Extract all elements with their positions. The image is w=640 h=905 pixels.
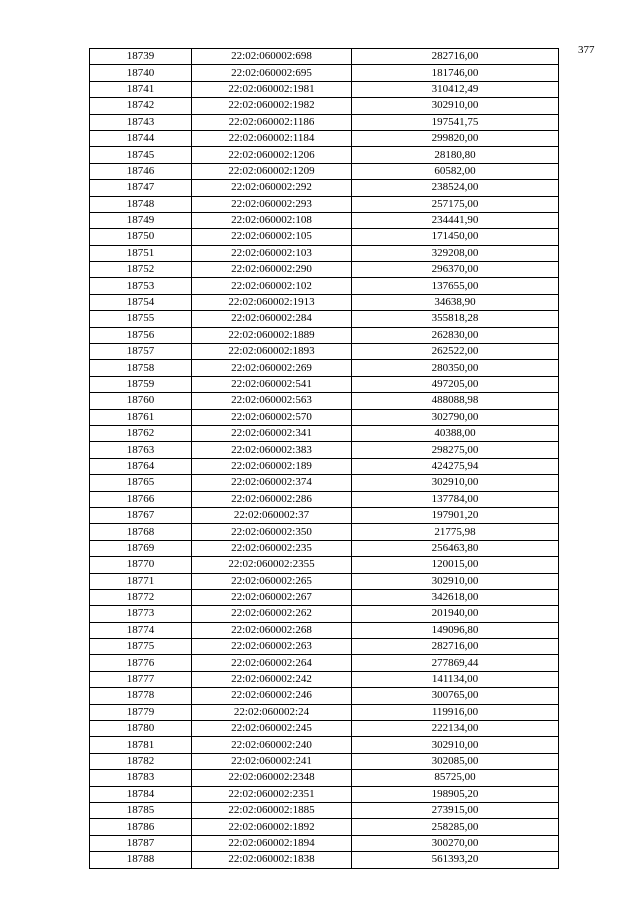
value-cell: 273915,00: [352, 802, 559, 818]
cadastral-number-cell: 22:02:060002:341: [192, 425, 352, 441]
cadastral-number-cell: 22:02:060002:698: [192, 49, 352, 65]
table-row: [90, 229, 559, 245]
row-number-cell: 18751: [90, 245, 192, 261]
row-number-cell: 18759: [90, 376, 192, 392]
cadastral-number-cell: 22:02:060002:695: [192, 65, 352, 81]
table-row: [90, 65, 559, 81]
row-number-cell: 18748: [90, 196, 192, 212]
value-cell: 149096,80: [352, 622, 559, 638]
row-number-cell: 18763: [90, 442, 192, 458]
value-cell: 141134,00: [352, 671, 559, 687]
value-cell: 298275,00: [352, 442, 559, 458]
row-number-cell: 18758: [90, 360, 192, 376]
cadastral-number-cell: 22:02:060002:1885: [192, 802, 352, 818]
table-row: [90, 294, 559, 310]
value-cell: 238524,00: [352, 180, 559, 196]
table-row: [90, 163, 559, 179]
cadastral-number-cell: 22:02:060002:286: [192, 491, 352, 507]
table-row: [90, 507, 559, 523]
row-number-cell: 18760: [90, 393, 192, 409]
table-row: [90, 360, 559, 376]
cadastral-number-cell: 22:02:060002:1184: [192, 130, 352, 146]
row-number-cell: 18747: [90, 180, 192, 196]
value-cell: 256463,80: [352, 540, 559, 556]
row-number-cell: 18756: [90, 327, 192, 343]
value-cell: 137655,00: [352, 278, 559, 294]
cadastral-number-cell: 22:02:060002:245: [192, 721, 352, 737]
cadastral-number-cell: 22:02:060002:189: [192, 458, 352, 474]
value-cell: 201940,00: [352, 606, 559, 622]
table-row: [90, 130, 559, 146]
row-number-cell: 18772: [90, 589, 192, 605]
row-number-cell: 18752: [90, 262, 192, 278]
row-number-cell: 18770: [90, 557, 192, 573]
cadastral-number-cell: 22:02:060002:246: [192, 688, 352, 704]
row-number-cell: 18746: [90, 163, 192, 179]
row-number-cell: 18739: [90, 49, 192, 65]
cadastral-number-cell: 22:02:060002:541: [192, 376, 352, 392]
table-row: [90, 311, 559, 327]
row-number-cell: 18743: [90, 114, 192, 130]
value-cell: 40388,00: [352, 425, 559, 441]
value-cell: 120015,00: [352, 557, 559, 573]
row-number-cell: 18775: [90, 639, 192, 655]
table-row: [90, 327, 559, 343]
row-number-cell: 18778: [90, 688, 192, 704]
cadastral-number-cell: 22:02:060002:290: [192, 262, 352, 278]
cadastral-number-cell: 22:02:060002:1209: [192, 163, 352, 179]
row-number-cell: 18777: [90, 671, 192, 687]
cadastral-number-cell: 22:02:060002:1186: [192, 114, 352, 130]
cadastral-number-cell: 22:02:060002:262: [192, 606, 352, 622]
value-cell: 262522,00: [352, 344, 559, 360]
cadastral-number-cell: 22:02:060002:284: [192, 311, 352, 327]
value-cell: 28180,80: [352, 147, 559, 163]
value-cell: 60582,00: [352, 163, 559, 179]
table-row: [90, 573, 559, 589]
row-number-cell: 18753: [90, 278, 192, 294]
value-cell: 21775,98: [352, 524, 559, 540]
row-number-cell: 18783: [90, 770, 192, 786]
table-row: [90, 524, 559, 540]
row-number-cell: 18769: [90, 540, 192, 556]
row-number-cell: 18744: [90, 130, 192, 146]
cadastral-number-cell: 22:02:060002:108: [192, 212, 352, 228]
cadastral-number-cell: 22:02:060002:235: [192, 540, 352, 556]
value-cell: 197541,75: [352, 114, 559, 130]
cadastral-number-cell: 22:02:060002:1838: [192, 852, 352, 868]
row-number-cell: 18762: [90, 425, 192, 441]
row-number-cell: 18761: [90, 409, 192, 425]
value-cell: 302910,00: [352, 573, 559, 589]
row-number-cell: 18786: [90, 819, 192, 835]
table-row: [90, 409, 559, 425]
value-cell: 181746,00: [352, 65, 559, 81]
value-cell: 300765,00: [352, 688, 559, 704]
value-cell: 280350,00: [352, 360, 559, 376]
row-number-cell: 18766: [90, 491, 192, 507]
value-cell: 282716,00: [352, 639, 559, 655]
row-number-cell: 18749: [90, 212, 192, 228]
value-cell: 302910,00: [352, 98, 559, 114]
table-row: [90, 376, 559, 392]
table-row: [90, 835, 559, 851]
row-number-cell: 18776: [90, 655, 192, 671]
cadastral-number-cell: 22:02:060002:1892: [192, 819, 352, 835]
row-number-cell: 18767: [90, 507, 192, 523]
registry-table: [89, 48, 559, 869]
row-number-cell: 18750: [90, 229, 192, 245]
value-cell: 85725,00: [352, 770, 559, 786]
cadastral-number-cell: 22:02:060002:264: [192, 655, 352, 671]
value-cell: 277869,44: [352, 655, 559, 671]
cadastral-number-cell: 22:02:060002:563: [192, 393, 352, 409]
row-number-cell: 18765: [90, 475, 192, 491]
table-row: [90, 180, 559, 196]
table-row: [90, 245, 559, 261]
row-number-cell: 18773: [90, 606, 192, 622]
cadastral-number-cell: 22:02:060002:263: [192, 639, 352, 655]
value-cell: 329208,00: [352, 245, 559, 261]
table-row: [90, 557, 559, 573]
value-cell: 355818,28: [352, 311, 559, 327]
row-number-cell: 18755: [90, 311, 192, 327]
cadastral-number-cell: 22:02:060002:240: [192, 737, 352, 753]
table-row: [90, 540, 559, 556]
cadastral-number-cell: 22:02:060002:570: [192, 409, 352, 425]
row-number-cell: 18764: [90, 458, 192, 474]
table-row: [90, 819, 559, 835]
value-cell: 310412,49: [352, 81, 559, 97]
page-number: 377: [578, 44, 595, 56]
row-number-cell: 18781: [90, 737, 192, 753]
cadastral-number-cell: 22:02:060002:1889: [192, 327, 352, 343]
table-row: [90, 491, 559, 507]
value-cell: 302910,00: [352, 737, 559, 753]
value-cell: 198905,20: [352, 786, 559, 802]
value-cell: 257175,00: [352, 196, 559, 212]
value-cell: 424275,94: [352, 458, 559, 474]
value-cell: 497205,00: [352, 376, 559, 392]
table-row: [90, 98, 559, 114]
cadastral-number-cell: 22:02:060002:1913: [192, 294, 352, 310]
value-cell: 119916,00: [352, 704, 559, 720]
table-row: [90, 606, 559, 622]
table-row: [90, 655, 559, 671]
cadastral-number-cell: 22:02:060002:1893: [192, 344, 352, 360]
cadastral-number-cell: 22:02:060002:1894: [192, 835, 352, 851]
table-row: [90, 425, 559, 441]
cadastral-number-cell: 22:02:060002:105: [192, 229, 352, 245]
value-cell: 302790,00: [352, 409, 559, 425]
table-row: [90, 475, 559, 491]
table-row: [90, 114, 559, 130]
row-number-cell: 18784: [90, 786, 192, 802]
table-row: [90, 704, 559, 720]
table-row: [90, 770, 559, 786]
table-row: [90, 81, 559, 97]
value-cell: 171450,00: [352, 229, 559, 245]
value-cell: 300270,00: [352, 835, 559, 851]
cadastral-number-cell: 22:02:060002:2348: [192, 770, 352, 786]
table-row: [90, 786, 559, 802]
table-row: [90, 344, 559, 360]
cadastral-number-cell: 22:02:060002:102: [192, 278, 352, 294]
value-cell: 302910,00: [352, 475, 559, 491]
table-row: [90, 147, 559, 163]
table-row: [90, 852, 559, 868]
table-row: [90, 639, 559, 655]
value-cell: 137784,00: [352, 491, 559, 507]
table-row: [90, 622, 559, 638]
row-number-cell: 18779: [90, 704, 192, 720]
cadastral-number-cell: 22:02:060002:1982: [192, 98, 352, 114]
value-cell: 296370,00: [352, 262, 559, 278]
table-row: [90, 721, 559, 737]
cadastral-number-cell: 22:02:060002:269: [192, 360, 352, 376]
cadastral-number-cell: 22:02:060002:1206: [192, 147, 352, 163]
table-row: [90, 442, 559, 458]
row-number-cell: 18754: [90, 294, 192, 310]
cadastral-number-cell: 22:02:060002:1981: [192, 81, 352, 97]
cadastral-number-cell: 22:02:060002:267: [192, 589, 352, 605]
table-row: [90, 688, 559, 704]
value-cell: 234441,90: [352, 212, 559, 228]
value-cell: 302085,00: [352, 753, 559, 769]
row-number-cell: 18768: [90, 524, 192, 540]
table-row: [90, 212, 559, 228]
row-number-cell: 18780: [90, 721, 192, 737]
table-row: [90, 196, 559, 212]
row-number-cell: 18782: [90, 753, 192, 769]
value-cell: 197901,20: [352, 507, 559, 523]
cadastral-number-cell: 22:02:060002:374: [192, 475, 352, 491]
table-row: [90, 393, 559, 409]
table-row: [90, 458, 559, 474]
cadastral-number-cell: 22:02:060002:2355: [192, 557, 352, 573]
table-row: [90, 589, 559, 605]
value-cell: 561393,20: [352, 852, 559, 868]
cadastral-number-cell: 22:02:060002:293: [192, 196, 352, 212]
value-cell: 258285,00: [352, 819, 559, 835]
row-number-cell: 18774: [90, 622, 192, 638]
cadastral-number-cell: 22:02:060002:241: [192, 753, 352, 769]
value-cell: 342618,00: [352, 589, 559, 605]
table-row: [90, 49, 559, 65]
registry-table-body: [90, 49, 559, 869]
value-cell: 222134,00: [352, 721, 559, 737]
table-row: [90, 802, 559, 818]
row-number-cell: 18742: [90, 98, 192, 114]
cadastral-number-cell: 22:02:060002:265: [192, 573, 352, 589]
table-row: [90, 278, 559, 294]
cadastral-number-cell: 22:02:060002:383: [192, 442, 352, 458]
cadastral-number-cell: 22:02:060002:2351: [192, 786, 352, 802]
row-number-cell: 18788: [90, 852, 192, 868]
cadastral-number-cell: 22:02:060002:268: [192, 622, 352, 638]
table-row: [90, 753, 559, 769]
cadastral-number-cell: 22:02:060002:37: [192, 507, 352, 523]
table-row: [90, 262, 559, 278]
value-cell: 282716,00: [352, 49, 559, 65]
table-row: [90, 671, 559, 687]
value-cell: 34638,90: [352, 294, 559, 310]
cadastral-number-cell: 22:02:060002:103: [192, 245, 352, 261]
row-number-cell: 18771: [90, 573, 192, 589]
table-row: [90, 737, 559, 753]
row-number-cell: 18787: [90, 835, 192, 851]
row-number-cell: 18745: [90, 147, 192, 163]
row-number-cell: 18785: [90, 802, 192, 818]
row-number-cell: 18741: [90, 81, 192, 97]
cadastral-number-cell: 22:02:060002:292: [192, 180, 352, 196]
cadastral-number-cell: 22:02:060002:242: [192, 671, 352, 687]
row-number-cell: 18740: [90, 65, 192, 81]
value-cell: 488088,98: [352, 393, 559, 409]
value-cell: 262830,00: [352, 327, 559, 343]
cadastral-number-cell: 22:02:060002:24: [192, 704, 352, 720]
row-number-cell: 18757: [90, 344, 192, 360]
cadastral-number-cell: 22:02:060002:350: [192, 524, 352, 540]
value-cell: 299820,00: [352, 130, 559, 146]
